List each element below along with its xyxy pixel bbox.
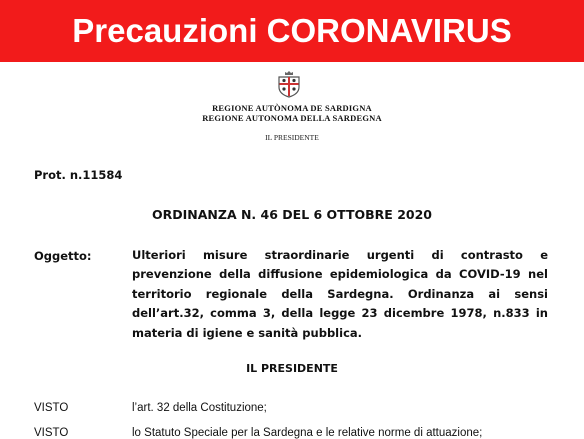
protocol-number: Prot. n.11584: [34, 168, 123, 182]
recital-text: lo Statuto Speciale per la Sardegna e le relative norme di attuazione;: [132, 427, 483, 439]
recital-text: l’art. 32 della Costituzione;: [132, 402, 267, 414]
recital-label: VISTO: [34, 427, 69, 439]
banner-title: Precauzioni CORONAVIRUS: [0, 0, 584, 62]
section-heading: IL PRESIDENTE: [246, 362, 338, 375]
letterhead-line-2: REGIONE AUTONOMA DELLA SARDEGNA: [202, 113, 382, 123]
coat-of-arms-icon: [276, 70, 302, 98]
subject-label: Oggetto:: [34, 249, 92, 263]
recital-label: VISTO: [34, 402, 69, 414]
document-title: ORDINANZA N. 46 DEL 6 OTTOBRE 2020: [152, 207, 432, 222]
subject-text: Ulteriori misure straordinarie urgenti di contrasto e prevenzione della diffusione epidemiologica da COVID-19 nel territorio regionale della Sardegna. Ordinanza ai sensi dell’art.32, comma 3, della legge 23 dicembre 1978, n.833 in materia di igiene e sanità pubblica.: [132, 248, 548, 340]
letterhead-line-1: REGIONE AUTÒNOMA DE SARDIGNA: [212, 103, 372, 113]
letterhead-office: IL PRESIDENTE: [265, 133, 319, 142]
